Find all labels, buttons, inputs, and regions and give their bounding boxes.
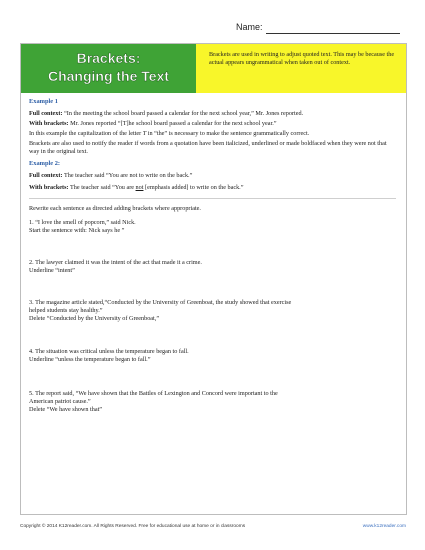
question-2 — [29, 259, 396, 299]
question-2-line1: 2. The lawyer claimed it was the intent of the act that made it a crime. — [29, 259, 202, 266]
example2-brackets-post: [emphasis added] to write on the back.” — [143, 184, 244, 191]
example2-full-text: The teacher said “You are not to write on the back.” — [62, 172, 193, 179]
question-4-line2: Underline “unless the temperature began to fall.” — [29, 356, 151, 363]
question-4-line1: 4. The situation was critical unless the temperature began to fall. — [29, 348, 189, 355]
name-line[interactable] — [266, 33, 400, 34]
name-label: Name: — [236, 22, 263, 32]
question-3-line1b: helped students stay healthy.” — [29, 307, 103, 314]
worksheet-card — [20, 43, 407, 515]
description-box — [196, 44, 406, 93]
example1-note-letter: T — [142, 130, 147, 137]
name-field — [236, 20, 406, 36]
example2-full — [29, 172, 396, 180]
example1-full-label: Full context: — [29, 110, 63, 117]
copyright-notice: Copyright © 2014 K12reader.com. All Rights Reserved. Free for educational use at home or in classrooms — [20, 524, 246, 529]
example2-heading: Example 2: — [29, 160, 61, 167]
question-4 — [29, 348, 396, 390]
question-1-line2: Start the sentence with: Nick says he ” — [29, 227, 125, 234]
example1-note — [29, 130, 396, 138]
title-line-1: Brackets: — [76, 50, 141, 66]
example1-brackets — [29, 120, 396, 128]
example1-note2: Brackets are also used to notify the reader if words from a quotation have been italicized, underlined or made boldfaced when they were not that way in the original text. — [29, 140, 387, 155]
example1-full-text: “In the meeting the school board passed a calendar for the next school year,” Mr. Jones reported. — [62, 110, 304, 117]
example1-note-post: in “the” is necessary to make the sentence grammatically correct. — [146, 130, 310, 137]
question-5 — [29, 390, 396, 414]
title-line-2: Changing the Text — [47, 68, 170, 84]
example2-brackets-label: With brackets: — [29, 184, 69, 191]
worksheet-content — [29, 98, 396, 414]
example2-underlined-word: not — [135, 184, 144, 191]
instructions: Rewrite each sentence as directed adding brackets where appropriate. — [29, 205, 201, 212]
question-5-line1: 5. The report said, “We have shown that the Battles of Lexington and Concord were important to the — [29, 390, 278, 397]
question-1 — [29, 219, 396, 259]
example1-heading: Example 1 — [29, 98, 58, 105]
example2-brackets-pre: The teacher said “You are — [68, 184, 136, 191]
title-banner — [21, 44, 196, 93]
question-3-line1: 3. The magazine article stated,“Conducted by the University of Greenboat, the study showed that exercise — [29, 299, 292, 306]
question-2-line2: Underline “intent” — [29, 267, 75, 274]
example1-brackets-text: Mr. Jones reported “[T]he school board passed a calendar for the next school year.” — [68, 120, 277, 127]
example2-brackets — [29, 184, 396, 192]
description-text: Brackets are used in writing to adjust quoted text. This may be because the actual appears ungrammatical when taken out of context. — [209, 51, 395, 67]
divider — [29, 198, 396, 199]
question-3 — [29, 299, 396, 348]
example1-brackets-label: With brackets: — [29, 120, 69, 127]
example2-full-label: Full context: — [29, 172, 63, 179]
site-link[interactable]: www.k12reader.com — [362, 524, 406, 529]
example1-full — [29, 110, 396, 118]
question-3-line2: Delete “Conducted by the University of Greenboat,” — [29, 315, 160, 322]
question-1-line1: 1. “I love the smell of popcorn,” said Nick. — [29, 219, 136, 226]
question-5-line1b: American patriot cause.” — [29, 398, 91, 405]
example1-note-pre: In this example the capitalization of the letter — [29, 130, 143, 137]
question-5-line2: Delete “We have shown that” — [29, 406, 103, 413]
